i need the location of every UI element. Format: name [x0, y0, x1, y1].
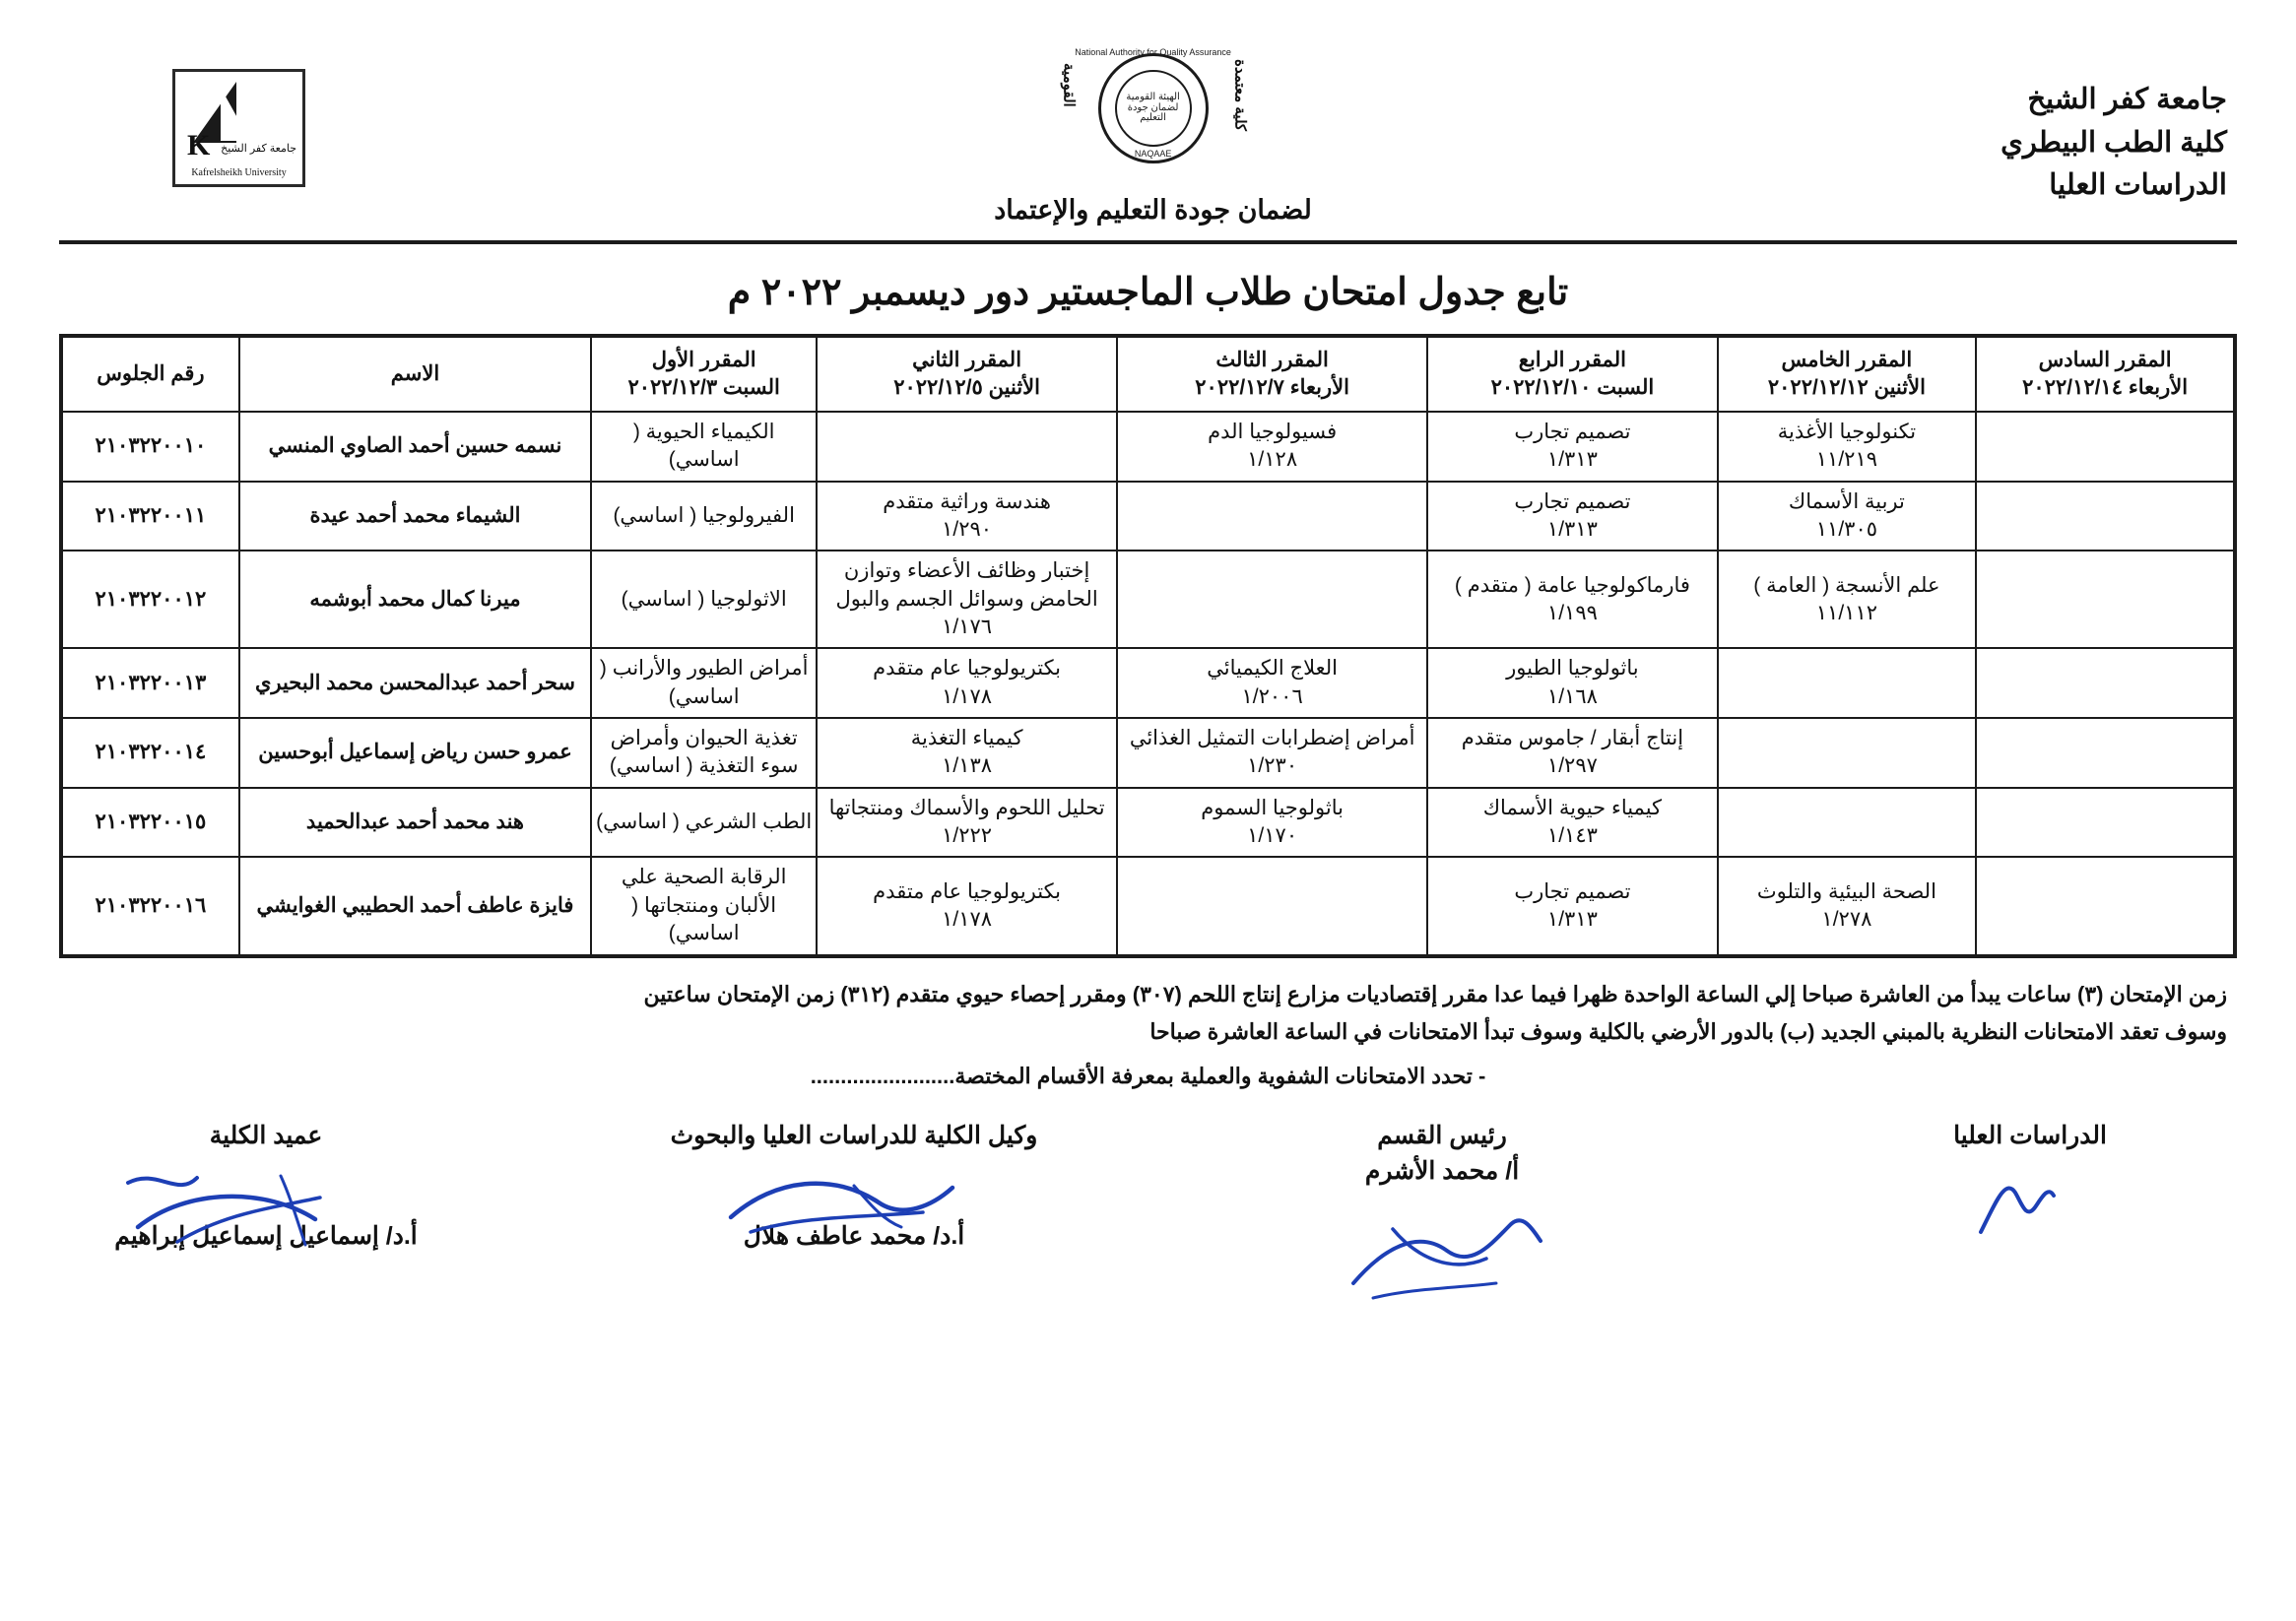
seal-inner-text: الهيئة القومية لضمان جودة التعليم — [1115, 70, 1192, 147]
university-name: جامعة كفر الشيخ — [2027, 84, 2227, 115]
logo-english-text: Kafrelsheikh University — [191, 167, 287, 178]
cell-course6 — [1976, 412, 2235, 482]
cell-course3 — [1117, 482, 1427, 551]
signature-dean — [69, 1121, 463, 1288]
cell-course3 — [1117, 857, 1427, 955]
page-title: تابع جدول امتحان طلاب الماجستير دور ديسمبر ٢٠٢٢ م — [727, 272, 1569, 313]
cell-seat-number: ٢١٠٣٢٢٠٠١٤ — [61, 718, 239, 788]
cell-course1: الطب الشرعي ( اساسي) — [591, 788, 817, 858]
cell-course4: تصميم تجارب ١/٣١٣ — [1427, 857, 1717, 955]
university-logo — [69, 69, 305, 187]
column-header-seat — [61, 336, 239, 412]
sail-inner-icon — [221, 88, 250, 141]
column-header-course3-date: الأربعاء ٢٠٢٢/١٢/٧ — [1195, 376, 1349, 399]
column-header-course5-date: الأثنين ٢٠٢٢/١٢/١٢ — [1767, 376, 1926, 399]
signature-title: الدراسات العليا — [1953, 1122, 2107, 1149]
cell-course2: تحليل اللحوم والأسماك ومنتجاتها ١/٢٢٢ — [817, 788, 1117, 858]
cell-course6 — [1976, 788, 2235, 858]
cell-student-name: عمرو حسن رياض إسماعيل أبوحسين — [239, 718, 591, 788]
column-header-course1-date: السبت ٢٠٢٢/١٢/٣ — [627, 376, 780, 399]
cell-student-name: هند محمد أحمد عبدالحميد — [239, 788, 591, 858]
schedule-table-container — [59, 334, 2237, 958]
column-header-course2-date: الأثنين ٢٠٢٢/١٢/٥ — [893, 376, 1040, 399]
cell-seat-number: ٢١٠٣٢٢٠٠١٢ — [61, 551, 239, 648]
cell-course4: تصميم تجارب ١/٣١٣ — [1427, 482, 1717, 551]
cell-course4: كيمياء حيوية الأسماك ١/١٤٣ — [1427, 788, 1717, 858]
cell-course5: الصحة البيئية والتلوث ١/٢٧٨ — [1718, 857, 1977, 955]
faculty-name: كلية الطب البيطري — [2001, 126, 2227, 159]
table-row — [61, 788, 2235, 858]
table-row — [61, 412, 2235, 482]
seal-side-text-right: كلية معتمدة — [1231, 59, 1249, 132]
signature-title: عميد الكلية — [209, 1122, 323, 1149]
seal-arc-bottom-text: NAQAAE — [1134, 149, 1172, 159]
cell-course2: إختبار وظائف الأعضاء وتوازن الحامض وسوائل الجسم والبول ١/١٧٦ — [817, 551, 1117, 648]
accreditation-seal-icon — [1060, 47, 1249, 189]
column-header-name-label: الاسم — [390, 361, 440, 385]
cell-course3: أمراض إضطرابات التمثيل الغذائي ١/٢٣٠ — [1117, 718, 1427, 788]
note-exam-location: وسوف تعقد الامتحانات النظرية بالمبني الجديد (ب) بالدور الأرضي بالكلية وسوف تبدأ الامتحانات في الساعة العاشرة صباحا — [1149, 1019, 2227, 1044]
column-header-course2-label: المقرر الثاني — [912, 348, 1022, 371]
cell-student-name: نسمه حسين أحمد الصاوي المنسي — [239, 412, 591, 482]
cell-course3 — [1117, 551, 1427, 648]
signature-mark — [1833, 1158, 2227, 1252]
signature-name: أ.د/ محمد عاطف هلال — [743, 1222, 965, 1250]
signature-department-head — [1245, 1121, 1639, 1288]
cell-course6 — [1976, 718, 2235, 788]
header-divider — [59, 240, 2237, 244]
seal-outer-circle — [1075, 47, 1231, 163]
cell-course2: كيمياء التغذية ١/١٣٨ — [817, 718, 1117, 788]
seal-side-text-left: القومية — [1060, 63, 1078, 107]
logo-frame — [172, 69, 305, 187]
cell-course4: تصميم تجارب ١/٣١٣ — [1427, 412, 1717, 482]
cell-course1: الكيمياء الحيوية ( اساسي) — [591, 412, 817, 482]
exam-schedule-table — [59, 334, 2237, 958]
cell-course2: هندسة وراثية متقدم ١/٢٩٠ — [817, 482, 1117, 551]
column-header-course3-label: المقرر الثالث — [1215, 348, 1329, 371]
cell-course4: فارماكولوجيا عامة ( متقدم ) ١/١٩٩ — [1427, 551, 1717, 648]
column-header-seat-label: رقم الجلوس — [97, 361, 205, 385]
cell-course4: باثولوجيا الطيور ١/١٦٨ — [1427, 648, 1717, 718]
cell-course5 — [1718, 718, 1977, 788]
cell-student-name: فايزة عاطف أحمد الحطيبي الغوايشي — [239, 857, 591, 955]
cell-course1: أمراض الطيور والأرانب ( اساسي) — [591, 648, 817, 718]
column-header-name — [239, 336, 591, 412]
cell-course5: تكنولوجيا الأغذية ١١/٢١٩ — [1718, 412, 1977, 482]
logo-letter: K — [187, 129, 211, 162]
table-row — [61, 482, 2235, 551]
table-row — [61, 857, 2235, 955]
quality-accreditation-block — [994, 47, 1312, 226]
cell-course2 — [817, 412, 1117, 482]
note-exam-duration: زمن الإمتحان (٣) ساعات يبدأ من العاشرة صباحا إلي الساعة الواحدة ظهرا فيما عدا مقرر إقتصاديات مزارع إنتاج اللحم (٣٠٧) ومقرر إحصاء حيوي متقدم (٣١٢) زمن الإمتحان ساعتين — [643, 981, 2227, 1006]
cell-course3: العلاج الكيميائي ١/٢٠٠٦ — [1117, 648, 1427, 718]
quality-caption: لضمان جودة التعليم والإعتماد — [994, 195, 1312, 225]
signature-name: أ/ محمد الأشرم — [1364, 1157, 1520, 1185]
cell-course1: الفيرولوجيا ( اساسي) — [591, 482, 817, 551]
cell-seat-number: ٢١٠٣٢٢٠٠١١ — [61, 482, 239, 551]
cell-course2: بكتريولوجيا عام متقدم ١/١٧٨ — [817, 857, 1117, 955]
cell-seat-number: ٢١٠٣٢٢٠٠١٦ — [61, 857, 239, 955]
cell-seat-number: ٢١٠٣٢٢٠٠١٠ — [61, 412, 239, 482]
cell-course5 — [1718, 648, 1977, 718]
cell-course6 — [1976, 648, 2235, 718]
department-name: الدراسات العليا — [2049, 169, 2227, 201]
signature-title: وكيل الكلية للدراسات العليا والبحوث — [670, 1122, 1038, 1149]
column-header-course2 — [817, 336, 1117, 412]
cell-course3: باثولوجيا السموم ١/١٧٠ — [1117, 788, 1427, 858]
signatures-section — [69, 1121, 2227, 1288]
cell-course6 — [1976, 551, 2235, 648]
cell-course6 — [1976, 482, 2235, 551]
logo-arabic-text: جامعة كفر الشيخ — [221, 143, 297, 155]
cell-student-name: الشيماء محمد أحمد عيدة — [239, 482, 591, 551]
cell-course1: تغذية الحيوان وأمراض سوء التغذية ( اساسي) — [591, 718, 817, 788]
cell-course5 — [1718, 788, 1977, 858]
table-header-row — [61, 336, 2235, 412]
cell-course2: بكتريولوجيا عام متقدم ١/١٧٨ — [817, 648, 1117, 718]
signature-mark — [1245, 1190, 1639, 1308]
column-header-course4 — [1427, 336, 1717, 412]
signature-title: رئيس القسم — [1377, 1122, 1507, 1149]
cell-student-name: ميرنا كمال محمد أبوشمه — [239, 551, 591, 648]
cell-course1: الرقابة الصحية علي الألبان ومنتجاتها ( اساسي) — [591, 857, 817, 955]
cell-course3: فسيولوجيا الدم ١/١٢٨ — [1117, 412, 1427, 482]
table-row — [61, 551, 2235, 648]
column-header-course1 — [591, 336, 817, 412]
signature-graduate-studies — [1833, 1121, 2227, 1288]
column-header-course6 — [1976, 336, 2235, 412]
column-header-course6-label: المقرر السادس — [2038, 348, 2172, 371]
column-header-course4-date: السبت ٢٠٢٢/١٢/١٠ — [1490, 376, 1655, 399]
table-row — [61, 718, 2235, 788]
column-header-course6-date: الأربعاء ٢٠٢٢/١٢/١٤ — [2022, 376, 2189, 399]
column-header-course5 — [1718, 336, 1977, 412]
cell-course5: تربية الأسماك ١١/٣٠٥ — [1718, 482, 1977, 551]
cell-course1: الاثولوجيا ( اساسي) — [591, 551, 817, 648]
column-header-course3 — [1117, 336, 1427, 412]
cell-course5: علم الأنسجة ( العامة ) ١١/١١٢ — [1718, 551, 1977, 648]
university-identity — [2001, 79, 2227, 208]
notes-section — [69, 976, 2227, 1096]
seal-arc-top-text: National Authority for Quality Assurance — [1075, 47, 1231, 57]
signature-vice-dean — [657, 1121, 1051, 1288]
cell-course6 — [1976, 857, 2235, 955]
cell-seat-number: ٢١٠٣٢٢٠٠١٣ — [61, 648, 239, 718]
table-row — [61, 648, 2235, 718]
document-header — [0, 0, 2296, 236]
column-header-course1-label: المقرر الأول — [651, 348, 756, 371]
column-header-course4-label: المقرر الرابع — [1518, 348, 1627, 371]
column-header-course5-label: المقرر الخامس — [1781, 348, 1913, 371]
cell-student-name: سحر أحمد عبدالمحسن محمد البحيري — [239, 648, 591, 718]
signature-name: أ.د/ إسماعيل إسماعيل إبراهيم — [114, 1222, 418, 1250]
cell-seat-number: ٢١٠٣٢٢٠٠١٥ — [61, 788, 239, 858]
note-oral-practical: - تحدد الامتحانات الشفوية والعملية بمعرفة الأقسام المختصة........................ — [810, 1063, 1486, 1088]
cell-course4: إنتاج أبقار / جاموس متقدم ١/٢٩٧ — [1427, 718, 1717, 788]
